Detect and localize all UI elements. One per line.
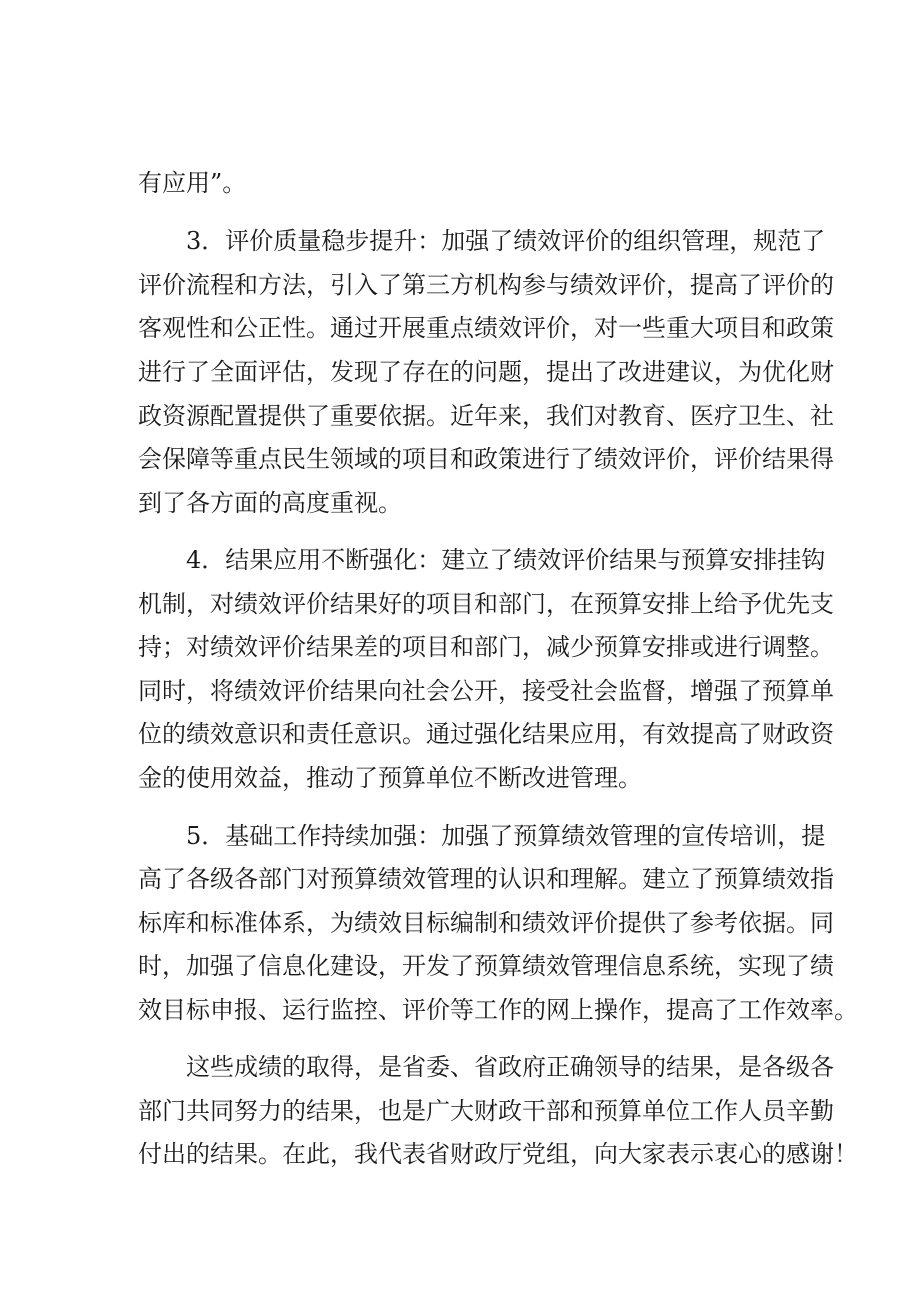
paragraph-4-line: 4．结果应用不断强化：建立了绩效评价结果与预算安排挂钩	[186, 546, 826, 574]
paragraph-3-line: 3．评价质量稳步提升：加强了绩效评价的组织管理，规范了	[186, 227, 826, 255]
paragraph-4-line: 持；对绩效评价结果差的项目和部门，减少预算安排或进行调整。	[138, 633, 834, 661]
paragraph-5-line: 时，加强了信息化建设，开发了预算绩效管理信息系统，实现了绩	[138, 952, 834, 980]
paragraph-3-line: 客观性和公正性。通过开展重点绩效评价，对一些重大项目和政策	[138, 314, 834, 342]
text-line: 有应用”。	[138, 169, 247, 197]
paragraph-3-line: 会保障等重点民生领域的项目和政策进行了绩效评价，评价结果得	[138, 445, 834, 473]
paragraph-4-line: 机制，对绩效评价结果好的项目和部门，在预算安排上给予优先支	[138, 590, 834, 618]
paragraph-3-line: 评价流程和方法，引入了第三方机构参与绩效评价，提高了评价的	[138, 271, 834, 299]
paragraph-5-line: 5．基础工作持续加强：加强了预算绩效管理的宣传培训，提	[186, 822, 826, 850]
paragraph-3-line: 政资源配置提供了重要依据。近年来，我们对教育、医疗卫生、社	[138, 402, 834, 430]
closing-paragraph-line: 这些成绩的取得，是省委、省政府正确领导的结果，是各级各	[186, 1053, 834, 1081]
paragraph-4-line: 同时，将绩效评价结果向社会公开，接受社会监督，增强了预算单	[138, 677, 834, 705]
closing-paragraph-line: 付出的结果。在此，我代表省财政厅党组，向大家表示衷心的感谢！	[138, 1140, 858, 1168]
paragraph-3-line: 进行了全面评估，发现了存在的问题，提出了改进建议，为优化财	[138, 358, 834, 386]
paragraph-5-line: 标库和标准体系，为绩效目标编制和绩效评价提供了参考依据。同	[138, 909, 834, 937]
paragraph-4-line: 金的使用效益，推动了预算单位不断改进管理。	[138, 764, 642, 792]
paragraph-3-line: 到了各方面的高度重视。	[138, 489, 402, 517]
paragraph-4-line: 位的绩效意识和责任意识。通过强化结果应用，有效提高了财政资	[138, 720, 834, 748]
paragraph-5-line: 效目标申报、运行监控、评价等工作的网上操作，提高了工作效率。	[138, 996, 858, 1024]
paragraph-5-line: 高了各级各部门对预算绩效管理的认识和理解。建立了预算绩效指	[138, 865, 834, 893]
closing-paragraph-line: 部门共同努力的结果，也是广大财政干部和预算单位工作人员辛勤	[138, 1097, 834, 1125]
